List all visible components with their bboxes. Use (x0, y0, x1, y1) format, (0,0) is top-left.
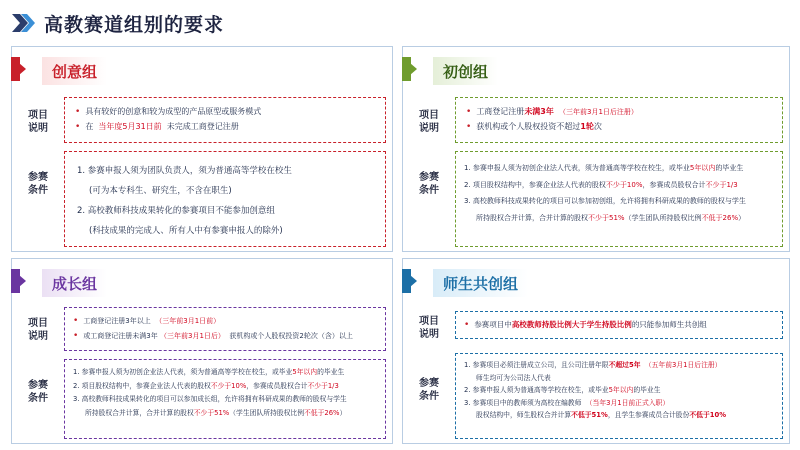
conditions-box (455, 151, 783, 247)
list-item: 2. 参赛申报人须为普通高等学校在校生，或毕业 5年以内 的毕业生 (464, 386, 661, 395)
double-chevron-right-icon (10, 12, 36, 34)
project-description-box (455, 311, 783, 339)
list-item: • 在 当年度5月31日前 未完成工商登记注册 (75, 122, 239, 132)
list-item: • 获机构或个人股权投资不超过 1轮 次 (466, 122, 602, 132)
list-item: (可为本专科生、研究生，不含在职生) (89, 186, 232, 196)
list-item: • 参赛项目中 高校教师持股比例大于学生持股比例 的只能参加师生共创组 (464, 320, 707, 330)
list-item: • 工商登记注册 未满3年 （三年前3月1日后注册） (466, 107, 638, 117)
list-item: • 工商登记注册3年以上 （三年前3月1日前） (73, 316, 221, 326)
list-item: 1. 参赛申报人须为初创企业法人代表，须为普通高等学校在校生，或毕业 5年以内 的毕业生 (464, 164, 744, 172)
page-title: 高教赛道组别的要求 (44, 13, 225, 36)
triangle-marker-icon (410, 63, 417, 75)
conditions-box (455, 353, 783, 439)
project-description-box (64, 307, 386, 351)
conditions-box (64, 359, 386, 439)
conditions-label: 参赛 条件 (419, 378, 439, 402)
conditions-box (64, 151, 386, 247)
list-item: • 或工商登记注册未满3年 （三年前3月1日后） 获机构或个人股权投资2轮次（含）以上 (73, 331, 353, 341)
panel-title: 成长组 (42, 269, 107, 297)
mentor-student-group-panel (402, 258, 790, 444)
startup-group-panel (402, 46, 790, 252)
list-item: 3. 高校教师科技成果转化的项目可以参加初创组，允许将拥有科研成果的教师的股权与学生 (464, 197, 746, 205)
project-description-box (455, 97, 783, 143)
list-item: 2. 项目股权结构中，参赛企业法人代表的股权 不少于10% ，参赛成员股权合计 不少于1/3 (73, 381, 339, 390)
panel-title: 师生共创组 (433, 269, 528, 297)
triangle-marker-icon (410, 275, 417, 287)
list-item: 所持股权合并计算，合并计算的股权 不少于51% （学生团队所持股权比例 不低于26% ） (85, 408, 347, 417)
project-description-label: 项目 说明 (28, 110, 48, 134)
growth-group-panel (11, 258, 393, 444)
triangle-marker-icon (19, 275, 26, 287)
panel-title: 初创组 (433, 57, 498, 85)
project-description-label: 项目 说明 (419, 110, 439, 134)
project-description-label: 项目 说明 (419, 316, 439, 340)
list-item: (科技成果的完成人、所有人中有参赛申报人的除外) (89, 226, 283, 236)
list-item: 师生均可为公司法人代表 (476, 373, 551, 382)
creative-group-panel (11, 46, 393, 252)
conditions-label: 参赛 条件 (419, 172, 439, 196)
list-item: • 具有较好的创意和较为成型的产品原型或服务模式 (75, 107, 262, 117)
list-item: 2. 高校教师科技成果转化的参赛项目不能参加创意组 (77, 206, 275, 216)
triangle-marker-icon (19, 63, 26, 75)
list-item: 股权结构中，师生股权合并计算 不低于51% ，且学生参赛成员合计股份 不低于10% (476, 411, 727, 420)
project-description-box (64, 97, 386, 143)
list-item: 1. 参赛申报人须为初创企业法人代表，须为普通高等学校在校生，或毕业 5年以内 的毕业生 (73, 368, 345, 376)
conditions-label: 参赛 条件 (28, 380, 48, 404)
page-header (10, 10, 224, 36)
panel-title: 创意组 (42, 57, 107, 85)
conditions-label: 参赛 条件 (28, 172, 48, 196)
list-item: 1. 参赛申报人须为团队负责人，须为普通高等学校在校生 (77, 166, 292, 176)
list-item: 3. 参赛项目中的教师须为高校在编教师 （当年3月1日前正式入职） (464, 398, 670, 407)
list-item: 2. 项目股权结构中，参赛企业法人代表的股权 不少于10% ，参赛成员股权合计 不少于1/3 (464, 180, 738, 189)
project-description-label: 项目 说明 (28, 318, 48, 342)
list-item: 所持股权合并计算，合并计算的股权 不少于51% （学生团队所持股权比例 不低于26% ） (476, 213, 746, 222)
list-item: 1. 参赛项目必须注册成立公司，且公司注册年限 不超过5年 （五年前3月1日后注册） (464, 361, 722, 369)
list-item: 3. 高校教师科技成果转化的项目可以参加成长组，允许将拥有科研成果的教师的股权与学生 (73, 395, 347, 403)
